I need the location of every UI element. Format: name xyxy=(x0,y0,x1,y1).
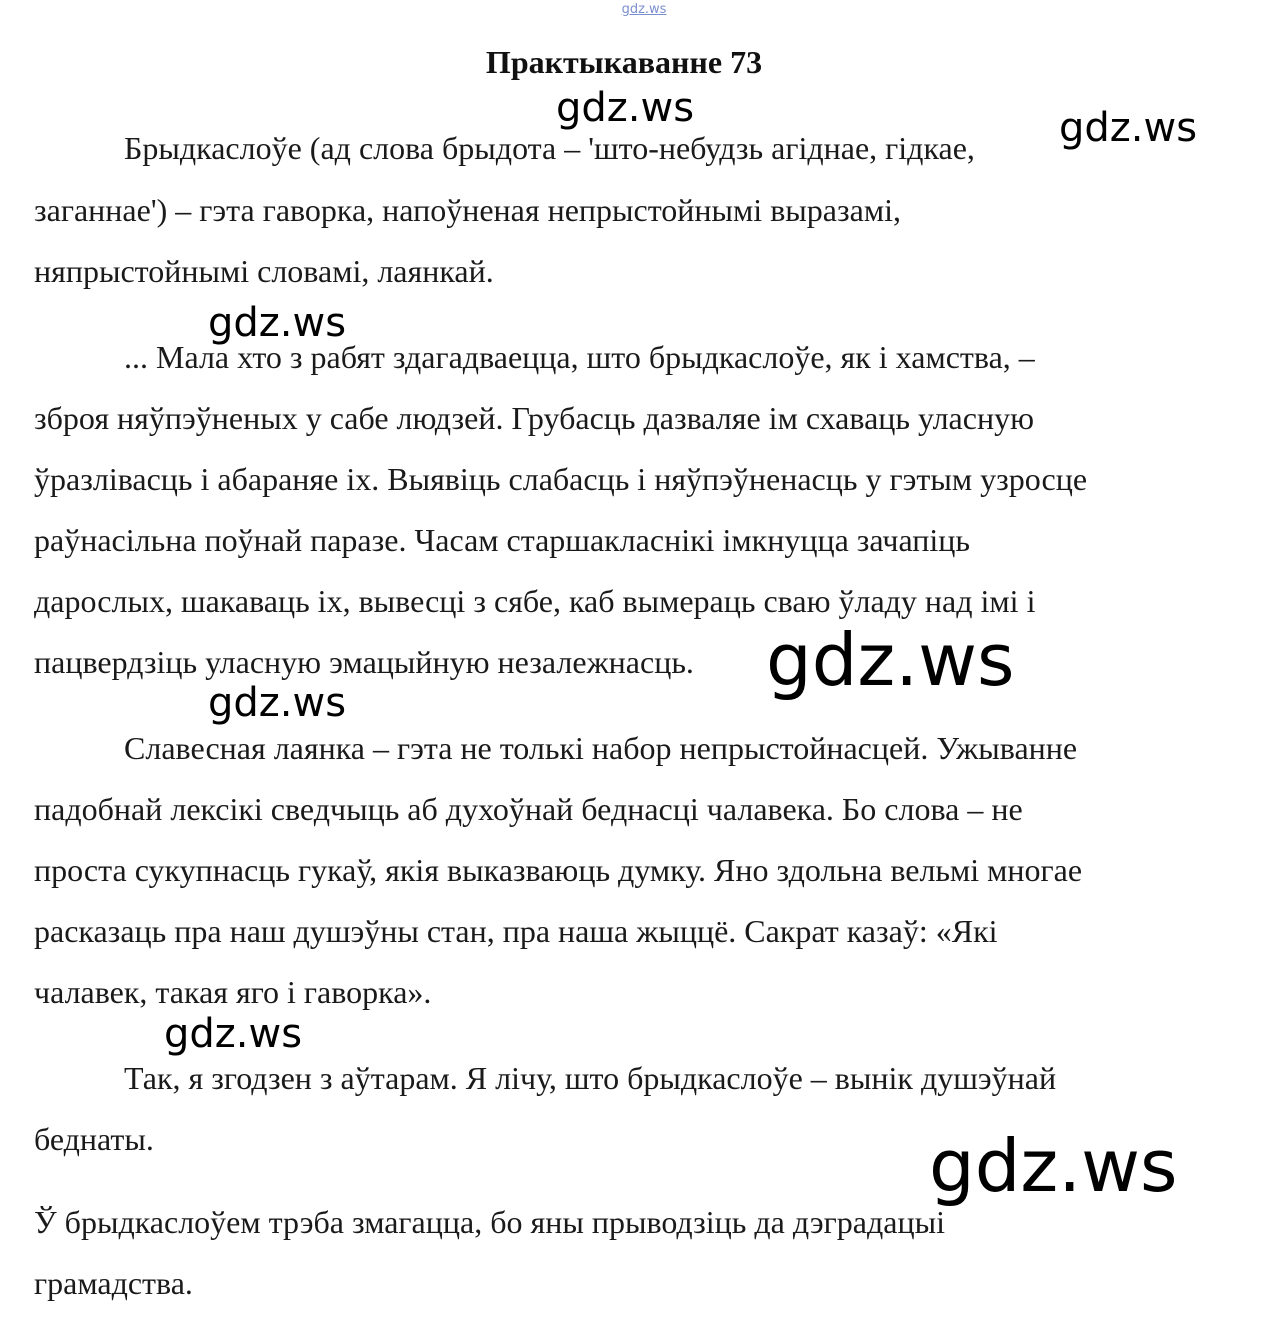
paragraph-3-line-1: Славесная лаянка – гэта не толькі набор непрыстойнасцей. Ужыванне xyxy=(124,730,1078,766)
watermark-1: gdz.ws xyxy=(556,85,695,131)
watermark-6: gdz.ws xyxy=(164,1011,303,1057)
paragraph-1-line-3: няпрыстойнымі словамі, лаянкай. xyxy=(34,253,494,289)
watermark-4: gdz.ws xyxy=(766,618,1015,702)
paragraph-5-line-2: грамадства. xyxy=(34,1265,193,1301)
paragraph-3-line-5: чалавек, такая яго і гаворка». xyxy=(34,974,432,1010)
paragraph-3-line-2: падобнай лексікі сведчыць аб духоўнай беднасці чалавека. Бо слова – не xyxy=(34,791,1023,827)
paragraph-4-line-1: Так, я згодзен з аўтарам. Я лічу, што брыдкаслоўе – вынік душэўнай xyxy=(124,1060,1057,1096)
paragraph-2-line-5: дарослых, шакаваць іх, вывесці з сябе, каб вымераць сваю ўладу над імі і xyxy=(34,583,1036,619)
paragraph-1-line-2: заганнае') – гэта гаворка, напоўненая непрыстойнымі выразамі, xyxy=(34,192,901,228)
page-title: Практыкаванне 73 xyxy=(485,44,763,80)
watermark-3: gdz.ws xyxy=(208,300,347,346)
watermark-5: gdz.ws xyxy=(208,680,347,726)
watermark-7: gdz.ws xyxy=(929,1124,1178,1208)
paragraph-1-line-1: Брыдкаслоўе (ад слова брыдота – 'што-небудзь агіднае, гідкае, xyxy=(124,130,975,166)
paragraph-2-line-4: раўнасільна поўнай паразе. Часам старшакласнікі імкнуцца зачапіць xyxy=(34,522,970,558)
paragraph-3-line-4: расказаць пра наш душэўны стан, пра наша жыццё. Сакрат казаў: «Які xyxy=(34,913,998,949)
paragraph-3-line-3: проста сукупнасць гукаў, якія выказваюць думку. Яно здольна вельмі многае xyxy=(34,852,1083,888)
top-watermark-link: gdz.ws xyxy=(621,2,667,17)
watermark-2: gdz.ws xyxy=(1059,105,1198,151)
paragraph-2-line-6: пацвердзіць уласную эмацыйную незалежнасць. xyxy=(34,644,694,680)
paragraph-2-line-2: зброя няўпэўненых у сабе людзей. Грубасць дазваляе ім схаваць уласную xyxy=(34,400,1034,436)
paragraph-5-line-1: Ў брыдкаслоўем трэба змагацца, бо яны прыводзіць да дэградацыі xyxy=(34,1204,945,1240)
paragraph-4-line-2: беднаты. xyxy=(34,1121,154,1157)
paragraph-2-line-1: ... Мала хто з рабят здагадваецца, што брыдкаслоўе, як і хамства, – xyxy=(124,339,1035,375)
paragraph-2-line-3: ўразлівасць і абараняе іх. Выявіць слабасць і няўпэўненасць у гэтым узросце xyxy=(34,461,1088,497)
